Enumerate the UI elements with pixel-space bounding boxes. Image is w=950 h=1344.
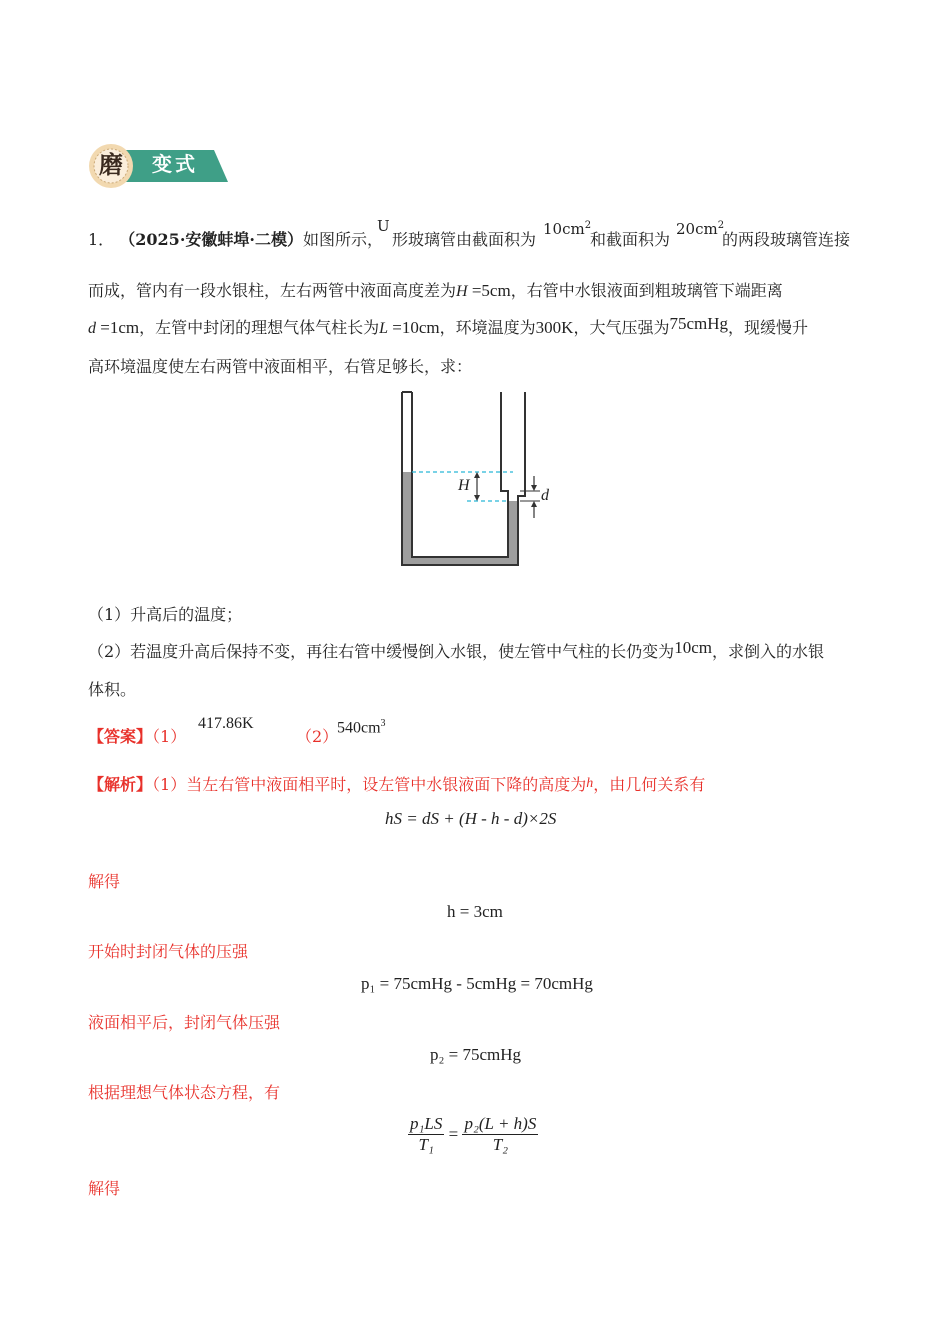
u-tube-figure xyxy=(395,388,560,570)
equation-3: p₁ = 75cmHg - 5cmHg = 70cmHg xyxy=(361,974,593,993)
answer-1-value: 417.86K xyxy=(198,715,254,732)
equation-2: h = 3cm xyxy=(447,902,503,921)
question-source: （2025·安徽蚌埠·二模） xyxy=(119,230,303,249)
equation-5: $\frac{\text{p₁LS}}{\text{T₁}}$ = $\frac{\text{p₂(L + h)S}}{\text{T₂}}$ xyxy=(410,1114,537,1154)
area-2: $20cm^2$ xyxy=(676,220,725,238)
label-d: d xyxy=(541,487,549,504)
question-line-3: d =1cm，左管中封闭的理想气体气柱长为L =10cm，环境温度为300K，大气压强为75cmHg，现缓慢升 xyxy=(88,314,809,337)
badge-circle-char: 磨 xyxy=(99,151,123,179)
analysis-tag: 【解析】 xyxy=(88,775,153,794)
answer-2-value: $540cm^3$ xyxy=(337,718,386,737)
question-number: 1． xyxy=(88,230,115,249)
solve-2: 解得 xyxy=(88,1179,121,1198)
question-line-2: 而成，管内有一段水银柱，左右两管中液面高度差为H =5cm，右管中水银液面到粗玻璃管下端距离 xyxy=(88,281,783,300)
sub-question-2: （2）若温度升高后保持不变，再往右管中缓慢倒入水银，使左管中气柱的长仍变为10cm，求倒入的水银 xyxy=(88,638,824,661)
sub-question-2-cont: 体积。 xyxy=(88,680,137,699)
badge-label: 变式 xyxy=(152,152,198,176)
question-line-1: 1． （2025·安徽蚌埠·二模）如图所示， xyxy=(88,230,383,249)
equation-1: hS = dS + (H - h - d)×2S xyxy=(385,809,557,828)
analysis-intro: 【解析】（1）当左右管中液面相平时，设左管中水银液面下降的高度为h，由几何关系有 xyxy=(88,775,706,794)
answer-line: 【答案】（1） xyxy=(88,727,187,746)
level-pressure-line: 液面相平后，封闭气体压强 xyxy=(88,1013,281,1032)
init-pressure-line: 开始时封闭气体的压强 xyxy=(88,942,249,961)
area-1: $10cm^2$ xyxy=(543,220,592,238)
answer-tag: 【答案】 xyxy=(88,727,153,746)
u-symbol: U xyxy=(377,217,390,235)
equation-4: p₂ = 75cmHg xyxy=(430,1045,522,1064)
solve-1: 解得 xyxy=(88,872,121,891)
sub-question-1: （1）升高后的温度； xyxy=(88,605,243,624)
answer-2-label: （2） xyxy=(296,727,339,746)
question-line-4: 高环境温度使左右两管中液面相平，右管足够长，求： xyxy=(88,357,473,376)
state-equation-line: 根据理想气体状态方程，有 xyxy=(88,1083,281,1102)
label-H: H xyxy=(458,477,470,494)
